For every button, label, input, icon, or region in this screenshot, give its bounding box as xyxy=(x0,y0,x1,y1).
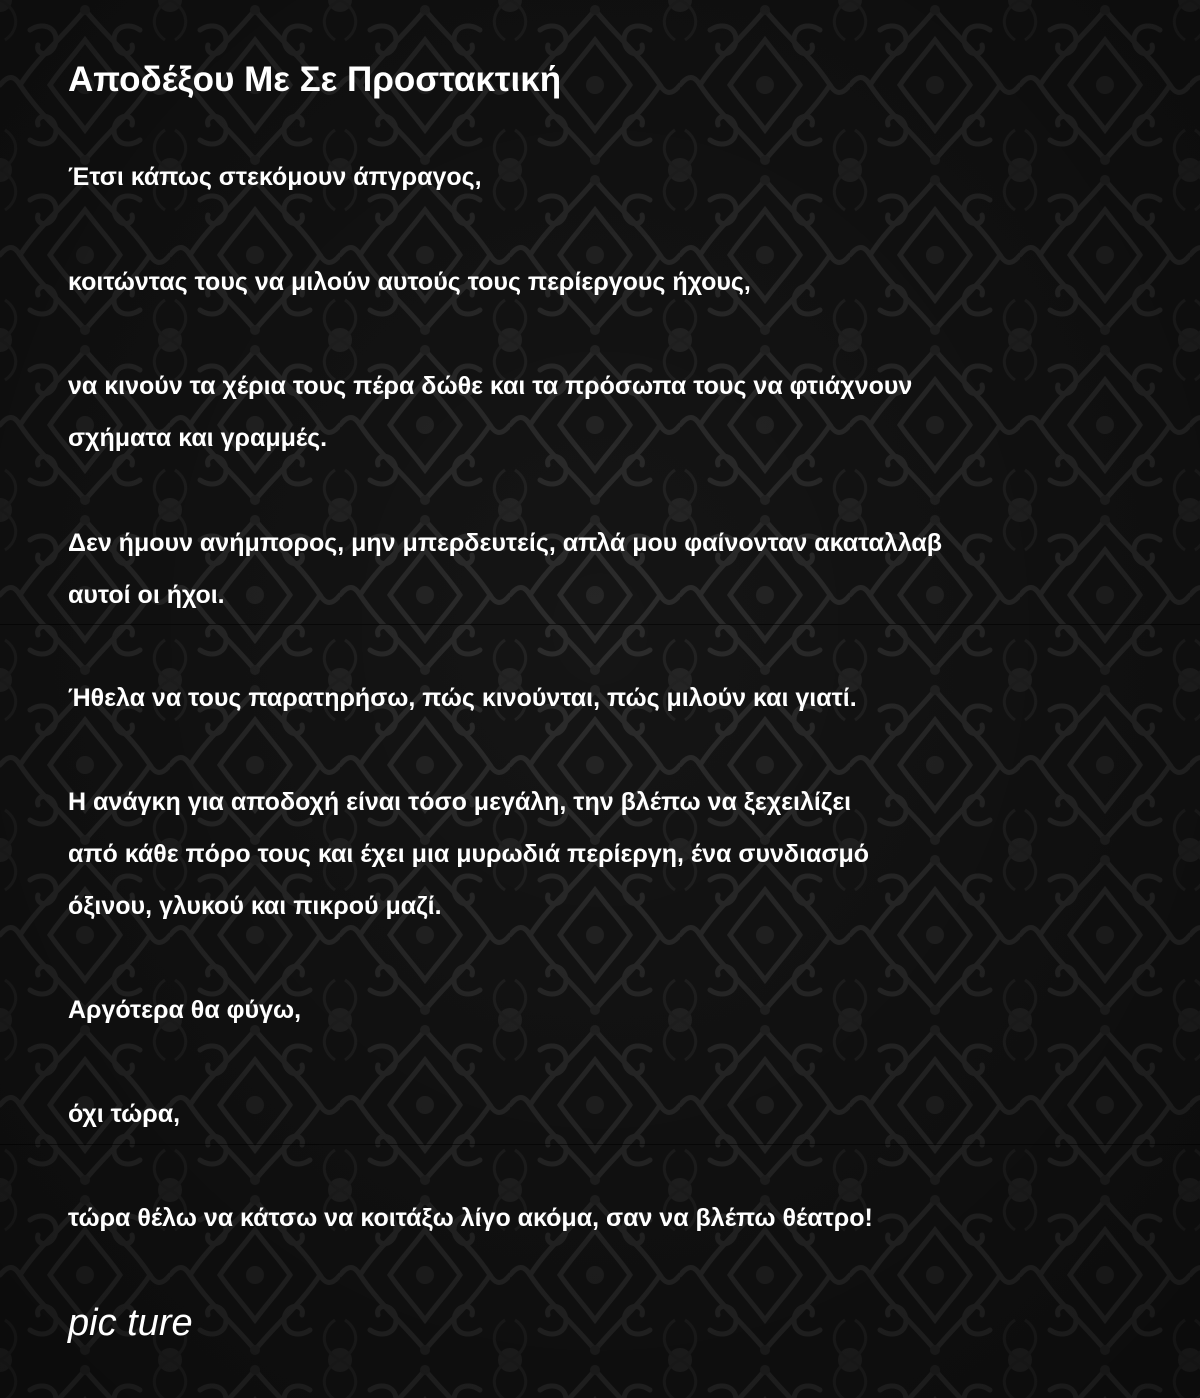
poem-line: όξινου, γλυκού και πικρού μαζί. xyxy=(68,892,442,920)
poem-line: Αργότερα θα φύγω, xyxy=(68,996,302,1024)
poem-line: τώρα θέλω να κάτσω να κοιτάξω λίγο ακόμα, σαν να βλέπω θέατρο! xyxy=(68,1204,873,1232)
poem-line: αυτοί οι ήχοι. xyxy=(68,581,225,609)
poem-line: Ήθελα να τους παρατηρήσω, πώς κινούνται, πώς μιλούν και γιατί. xyxy=(68,684,857,712)
poem-line: Η ανάγκη για αποδοχή είναι τόσο μεγάλη, την βλέπω να ξεχειλίζει xyxy=(68,788,852,816)
poem-line: να κινούν τα χέρια τους πέρα δώθε και τα πρόσωπα τους να φτιάχνουν xyxy=(68,372,913,400)
poem-line: από κάθε πόρο τους και έχει μια μυρωδιά περίεργη, ένα συνδιασμό xyxy=(68,840,870,868)
poem-line: σχήματα και γραμμές. xyxy=(68,424,328,452)
poem-line: Δεν ήμουν ανήμπορος, μην μπερδευτείς, απλά μου φαίνονταν ακαταλλαβ xyxy=(68,529,943,557)
poem-line: κοιτώντας τους να μιλούν αυτούς τους περίεργους ήχους, xyxy=(68,268,751,296)
poem-author: pic ture xyxy=(68,1302,193,1344)
poem-title: Αποδέξου Με Σε Προστακτική xyxy=(68,60,562,99)
poem-line: όχι τώρα, xyxy=(68,1100,181,1128)
poem-line: Έτσι κάπως στεκόμουν άπγραγος, xyxy=(68,163,482,191)
